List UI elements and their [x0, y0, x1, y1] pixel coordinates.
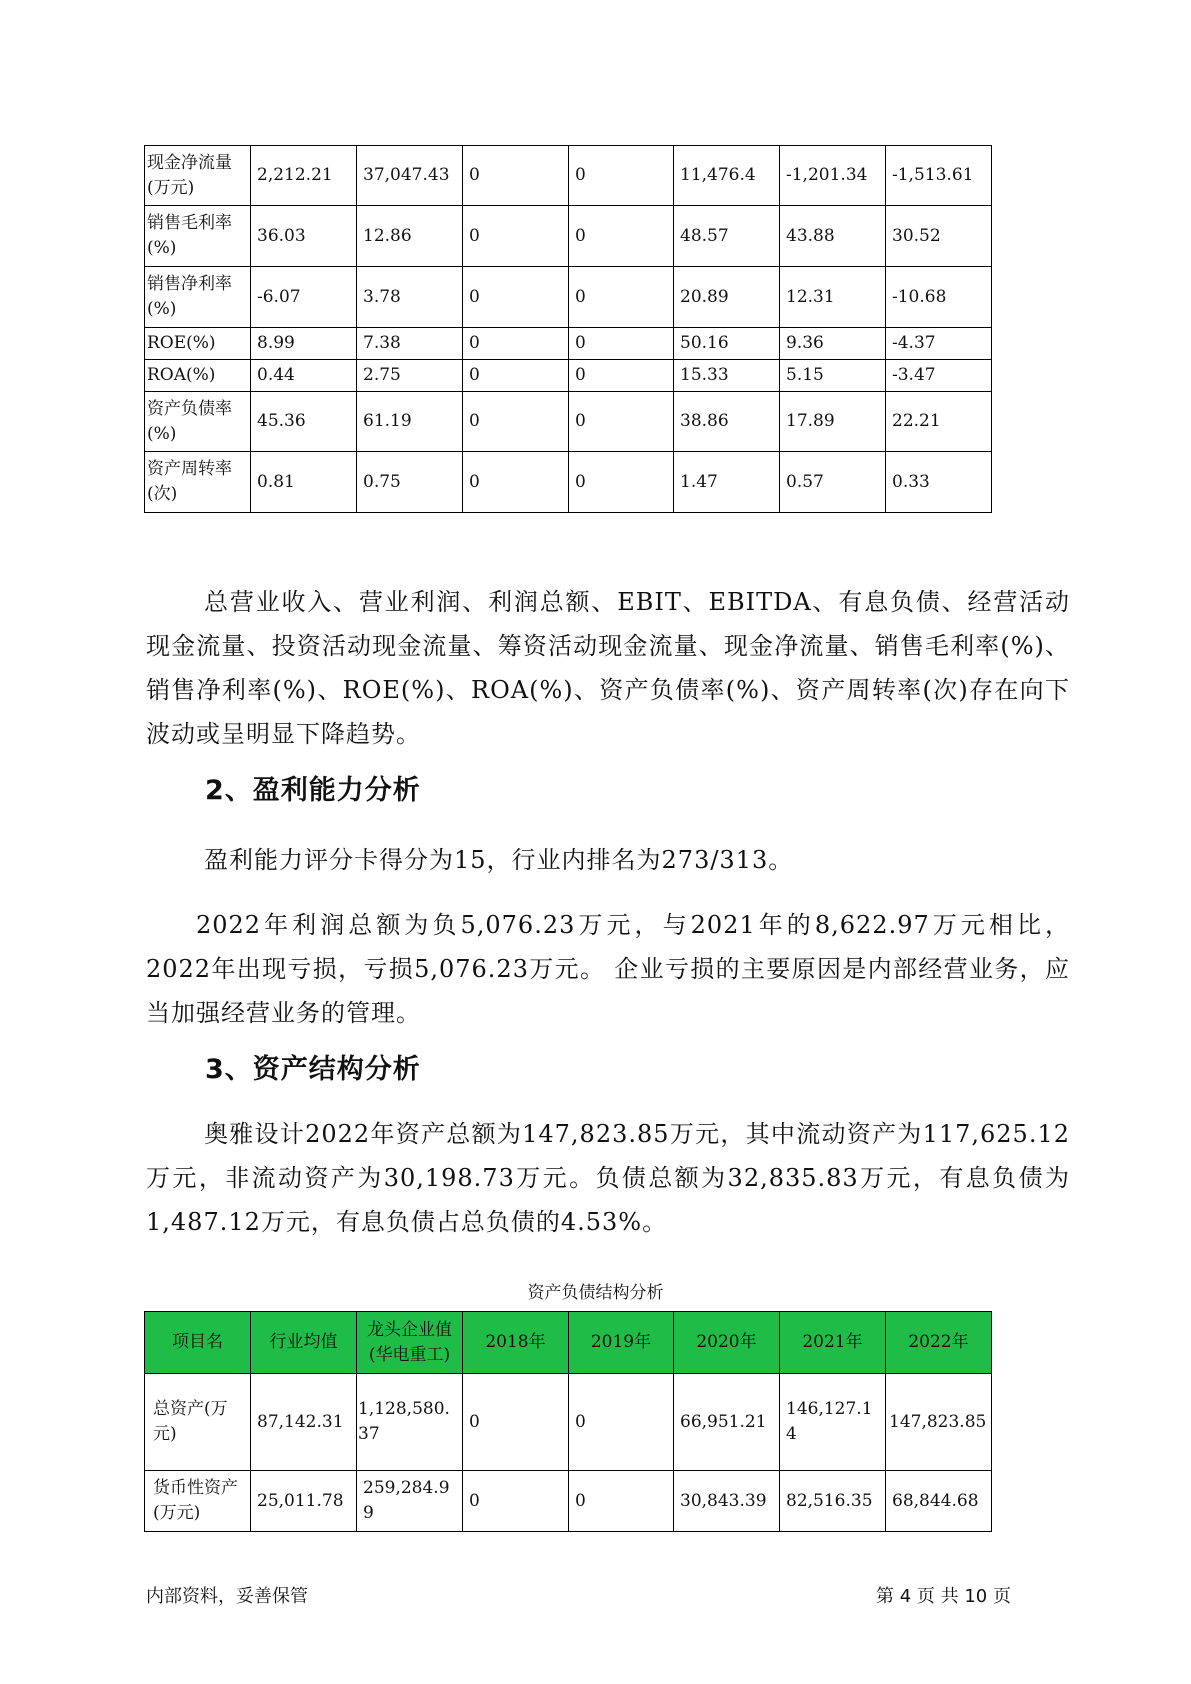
table-row: [145, 1471, 992, 1532]
trend-paragraph: 总营业收入、营业利润、利润总额、EBIT、EBITDA、有息负债、经营活动现金流量、投资活动现金流量、筹资活动现金流量、现金净流量、销售毛利率(%)、销售净利率(%)、ROE(%)、ROA(%)、资产负债率(%)、资产周转率(次)存在向下波动或呈明显下降趋势。: [146, 588, 1070, 748]
section-heading-profitability: 2、盈利能力分析: [205, 775, 421, 806]
table-cell: 0: [569, 392, 674, 452]
row-label: 资产周转率(次): [145, 452, 251, 513]
table-cell: 0: [569, 1374, 674, 1471]
column-header: 行业均值: [251, 1312, 357, 1374]
table-cell: 0: [463, 392, 569, 452]
column-header: 龙头企业值(华电重工): [357, 1312, 463, 1374]
column-header: 项目名: [145, 1312, 251, 1374]
table-cell: 0: [569, 146, 674, 206]
table-cell: 82,516.35: [780, 1471, 886, 1532]
column-header: 2021年: [780, 1312, 886, 1374]
row-label: ROE(%): [145, 328, 251, 360]
table-cell: -3.47: [886, 360, 992, 392]
table-cell: 48.57: [674, 206, 780, 267]
table-cell: 3.78: [357, 267, 463, 328]
table-cell: 12.31: [780, 267, 886, 328]
table-cell: 1,128,580.37: [357, 1374, 463, 1471]
table-cell: 8.99: [251, 328, 357, 360]
table-cell: 0: [463, 452, 569, 513]
table-cell: 0: [569, 206, 674, 267]
row-label: 总资产(万元): [145, 1374, 251, 1471]
asset-structure-paragraph: 奥雅设计2022年资产总额为147,823.85万元，其中流动资产为117,625.12万元，非流动资产为30,198.73万元。负债总额为32,835.83万元，有息负债为1,487.12万元，有息负债占总负债的4.53%。: [146, 1120, 1070, 1236]
table-row: [145, 267, 992, 328]
row-label: 销售净利率(%): [145, 267, 251, 328]
section-heading-asset-structure: 3、资产结构分析: [205, 1054, 421, 1085]
table-row: [145, 360, 992, 392]
table-cell: -6.07: [251, 267, 357, 328]
table-cell: 0: [463, 360, 569, 392]
table-cell: 30.52: [886, 206, 992, 267]
table-cell: 20.89: [674, 267, 780, 328]
table-caption: 资产负债结构分析: [527, 1283, 664, 1303]
table-cell: 87,142.31: [251, 1374, 357, 1471]
table-cell: -1,201.34: [780, 146, 886, 206]
table-cell: 66,951.21: [674, 1374, 780, 1471]
table-cell: 0.33: [886, 452, 992, 513]
table-cell: 36.03: [251, 206, 357, 267]
table-cell: 9.36: [780, 328, 886, 360]
table-cell: 0: [463, 1374, 569, 1471]
table-cell: 0.75: [357, 452, 463, 513]
table-cell: -1,513.61: [886, 146, 992, 206]
table-row: [145, 392, 992, 452]
column-header: 2022年: [886, 1312, 992, 1374]
table-cell: 37,047.43: [357, 146, 463, 206]
table-cell: 0: [463, 267, 569, 328]
profitability-score-paragraph: 盈利能力评分卡得分为15，行业内排名为273/313。: [204, 846, 794, 874]
column-header: 2020年: [674, 1312, 780, 1374]
table-cell: -10.68: [886, 267, 992, 328]
table-cell: 0.81: [251, 452, 357, 513]
column-header: 2018年: [463, 1312, 569, 1374]
table-cell: -4.37: [886, 328, 992, 360]
row-label: ROA(%): [145, 360, 251, 392]
table-cell: 30,843.39: [674, 1471, 780, 1532]
table-cell: 0: [569, 328, 674, 360]
table-row: [145, 146, 992, 206]
table-cell: 0: [569, 267, 674, 328]
asset-liability-structure-table: [144, 1311, 992, 1532]
table-cell: 0: [569, 1471, 674, 1532]
table-cell: 0: [463, 146, 569, 206]
table-cell: 17.89: [780, 392, 886, 452]
table-cell: 147,823.85: [886, 1374, 992, 1471]
table-cell: 0.57: [780, 452, 886, 513]
table-cell: 15.33: [674, 360, 780, 392]
table-cell: 50.16: [674, 328, 780, 360]
table-cell: 61.19: [357, 392, 463, 452]
table-row: [145, 206, 992, 267]
table-header-row: [145, 1312, 992, 1374]
table-cell: 146,127.14: [780, 1374, 886, 1471]
table-cell: 1.47: [674, 452, 780, 513]
table-row: [145, 1374, 992, 1471]
table-cell: 68,844.68: [886, 1471, 992, 1532]
table-cell: 25,011.78: [251, 1471, 357, 1532]
table-cell: 45.36: [251, 392, 357, 452]
table-cell: 0: [569, 360, 674, 392]
table-cell: 0: [569, 452, 674, 513]
table-cell: 0.44: [251, 360, 357, 392]
row-label: 资产负债率(%): [145, 392, 251, 452]
row-label: 货币性资产(万元): [145, 1471, 251, 1532]
table-cell: 0: [463, 328, 569, 360]
table-cell: 0: [463, 206, 569, 267]
table-cell: 7.38: [357, 328, 463, 360]
table-row: [145, 328, 992, 360]
table-cell: 2,212.21: [251, 146, 357, 206]
table-cell: 38.86: [674, 392, 780, 452]
row-label: 现金净流量(万元): [145, 146, 251, 206]
footer-page-number: 第 4 页 共 10 页: [876, 1586, 1011, 1607]
table-cell: 259,284.99: [357, 1471, 463, 1532]
table-cell: 43.88: [780, 206, 886, 267]
table-cell: 11,476.4: [674, 146, 780, 206]
financial-indicators-table: [144, 145, 992, 513]
table-cell: 5.15: [780, 360, 886, 392]
row-label: 销售毛利率(%): [145, 206, 251, 267]
table-cell: 22.21: [886, 392, 992, 452]
table-cell: 2.75: [357, 360, 463, 392]
table-cell: 12.86: [357, 206, 463, 267]
footer-confidential-note: 内部资料，妥善保管: [146, 1586, 308, 1607]
table-cell: 0: [463, 1471, 569, 1532]
table-row: [145, 452, 992, 513]
profit-analysis-paragraph: 2022年利润总额为负5,076.23万元，与2021年的8,622.97万元相比，2022年出现亏损，亏损5,076.23万元。 企业亏损的主要原因是内部经营业务，应当加强经营业务的管理。: [146, 911, 1070, 1027]
column-header: 2019年: [569, 1312, 674, 1374]
